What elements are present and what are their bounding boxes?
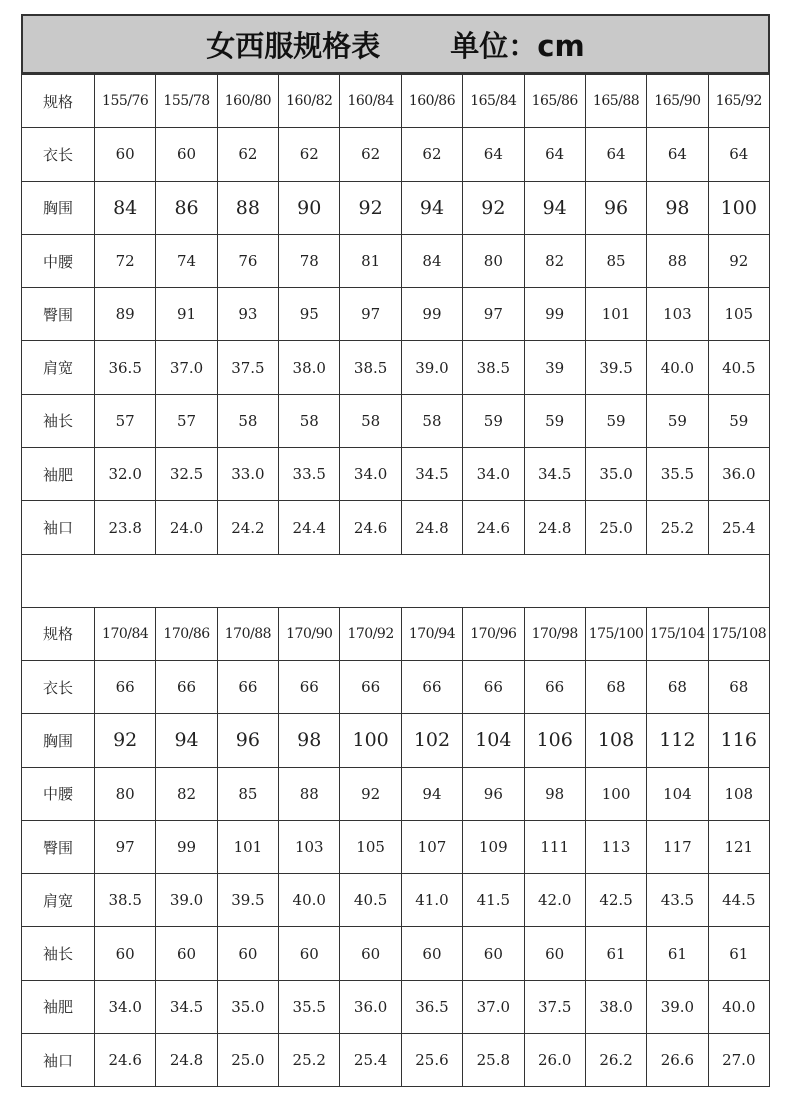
measurement-cell: 24.8 bbox=[401, 501, 462, 554]
measurement-cell: 39.5 bbox=[217, 874, 278, 927]
size-spec-cell: 155/76 bbox=[95, 75, 156, 128]
measurement-cell: 25.8 bbox=[463, 1034, 524, 1087]
measurement-cell: 84 bbox=[95, 181, 156, 234]
row-label: 规格 bbox=[22, 75, 95, 128]
size-spec-cell: 165/92 bbox=[708, 75, 769, 128]
measurement-cell: 92 bbox=[340, 181, 401, 234]
measurement-cell: 40.5 bbox=[340, 874, 401, 927]
measurement-cell: 38.5 bbox=[95, 874, 156, 927]
measurement-cell: 40.0 bbox=[279, 874, 340, 927]
measurement-cell: 39 bbox=[524, 341, 585, 394]
measurement-cell: 68 bbox=[647, 660, 708, 713]
measurement-cell: 36.5 bbox=[95, 341, 156, 394]
measurement-cell: 103 bbox=[279, 820, 340, 873]
measurement-cell: 35.0 bbox=[217, 980, 278, 1033]
measurement-cell: 25.0 bbox=[585, 501, 646, 554]
measurement-cell: 88 bbox=[279, 767, 340, 820]
size-spec-cell: 165/88 bbox=[585, 75, 646, 128]
size-spec-cell: 175/100 bbox=[585, 607, 646, 660]
measurement-cell: 66 bbox=[279, 660, 340, 713]
measurement-cell: 66 bbox=[95, 660, 156, 713]
measurement-cell: 66 bbox=[156, 660, 217, 713]
measurement-cell: 43.5 bbox=[647, 874, 708, 927]
measurement-cell: 92 bbox=[340, 767, 401, 820]
measurement-cell: 34.5 bbox=[156, 980, 217, 1033]
measurement-cell: 42.0 bbox=[524, 874, 585, 927]
measurement-cell: 84 bbox=[401, 234, 462, 287]
row-label: 肩宽 bbox=[22, 341, 95, 394]
measurement-cell: 85 bbox=[585, 234, 646, 287]
measurement-cell: 60 bbox=[156, 128, 217, 181]
measurement-cell: 98 bbox=[647, 181, 708, 234]
size-spec-cell: 160/82 bbox=[279, 75, 340, 128]
measurement-cell: 101 bbox=[217, 820, 278, 873]
measurement-cell: 24.8 bbox=[524, 501, 585, 554]
table-row bbox=[22, 767, 770, 820]
measurement-cell: 88 bbox=[217, 181, 278, 234]
measurement-cell: 58 bbox=[217, 394, 278, 447]
table-row bbox=[22, 927, 770, 980]
row-label: 规格 bbox=[22, 607, 95, 660]
measurement-cell: 90 bbox=[279, 181, 340, 234]
measurement-cell: 97 bbox=[95, 820, 156, 873]
table-spacer bbox=[21, 555, 770, 607]
measurement-cell: 39.0 bbox=[156, 874, 217, 927]
measurement-cell: 68 bbox=[708, 660, 769, 713]
table-row bbox=[22, 980, 770, 1033]
measurement-cell: 121 bbox=[708, 820, 769, 873]
size-spec-cell: 165/84 bbox=[463, 75, 524, 128]
measurement-cell: 35.5 bbox=[279, 980, 340, 1033]
measurement-cell: 62 bbox=[217, 128, 278, 181]
measurement-cell: 85 bbox=[217, 767, 278, 820]
measurement-cell: 34.0 bbox=[340, 448, 401, 501]
row-label: 袖口 bbox=[22, 1034, 95, 1087]
row-label: 衣长 bbox=[22, 128, 95, 181]
table-row bbox=[22, 128, 770, 181]
measurement-cell: 99 bbox=[156, 820, 217, 873]
size-spec-cell: 155/78 bbox=[156, 75, 217, 128]
measurement-cell: 68 bbox=[585, 660, 646, 713]
measurement-cell: 39.0 bbox=[647, 980, 708, 1033]
measurement-cell: 23.8 bbox=[95, 501, 156, 554]
size-spec-cell: 170/92 bbox=[340, 607, 401, 660]
measurement-cell: 102 bbox=[401, 714, 462, 767]
measurement-cell: 40.5 bbox=[708, 341, 769, 394]
measurement-cell: 92 bbox=[95, 714, 156, 767]
measurement-cell: 60 bbox=[524, 927, 585, 980]
measurement-cell: 38.0 bbox=[279, 341, 340, 394]
table-row bbox=[22, 607, 770, 660]
table-row bbox=[22, 660, 770, 713]
measurement-cell: 100 bbox=[585, 767, 646, 820]
table-row bbox=[22, 448, 770, 501]
size-spec-cell: 175/108 bbox=[708, 607, 769, 660]
measurement-cell: 59 bbox=[708, 394, 769, 447]
measurement-cell: 66 bbox=[524, 660, 585, 713]
measurement-cell: 26.2 bbox=[585, 1034, 646, 1087]
measurement-cell: 34.5 bbox=[524, 448, 585, 501]
measurement-cell: 62 bbox=[340, 128, 401, 181]
measurement-cell: 59 bbox=[647, 394, 708, 447]
measurement-cell: 41.0 bbox=[401, 874, 462, 927]
row-label: 袖肥 bbox=[22, 448, 95, 501]
measurement-cell: 37.0 bbox=[156, 341, 217, 394]
measurement-cell: 24.6 bbox=[463, 501, 524, 554]
size-spec-cell: 170/98 bbox=[524, 607, 585, 660]
size-chart-sheet bbox=[21, 14, 770, 1087]
measurement-cell: 92 bbox=[708, 234, 769, 287]
size-spec-cell: 160/86 bbox=[401, 75, 462, 128]
measurement-cell: 78 bbox=[279, 234, 340, 287]
measurement-cell: 36.0 bbox=[708, 448, 769, 501]
measurement-cell: 24.4 bbox=[279, 501, 340, 554]
row-label: 中腰 bbox=[22, 767, 95, 820]
measurement-cell: 57 bbox=[95, 394, 156, 447]
measurement-cell: 25.4 bbox=[340, 1034, 401, 1087]
size-spec-cell: 170/86 bbox=[156, 607, 217, 660]
measurement-cell: 80 bbox=[463, 234, 524, 287]
measurement-cell: 59 bbox=[463, 394, 524, 447]
size-spec-cell: 170/94 bbox=[401, 607, 462, 660]
measurement-cell: 64 bbox=[463, 128, 524, 181]
row-label: 袖口 bbox=[22, 501, 95, 554]
measurement-cell: 57 bbox=[156, 394, 217, 447]
measurement-cell: 33.5 bbox=[279, 448, 340, 501]
row-label: 袖长 bbox=[22, 394, 95, 447]
measurement-cell: 112 bbox=[647, 714, 708, 767]
measurement-cell: 34.5 bbox=[401, 448, 462, 501]
measurement-cell: 39.0 bbox=[401, 341, 462, 394]
row-label: 袖长 bbox=[22, 927, 95, 980]
table-row bbox=[22, 341, 770, 394]
measurement-cell: 44.5 bbox=[708, 874, 769, 927]
table-row bbox=[22, 714, 770, 767]
measurement-cell: 60 bbox=[279, 927, 340, 980]
measurement-cell: 60 bbox=[95, 128, 156, 181]
row-label: 袖肥 bbox=[22, 980, 95, 1033]
measurement-cell: 108 bbox=[708, 767, 769, 820]
measurement-cell: 64 bbox=[524, 128, 585, 181]
measurement-cell: 96 bbox=[217, 714, 278, 767]
measurement-cell: 60 bbox=[463, 927, 524, 980]
measurement-cell: 25.2 bbox=[279, 1034, 340, 1087]
measurement-cell: 109 bbox=[463, 820, 524, 873]
title-bar bbox=[21, 14, 770, 74]
measurement-cell: 97 bbox=[340, 288, 401, 341]
measurement-cell: 82 bbox=[156, 767, 217, 820]
size-spec-cell: 170/90 bbox=[279, 607, 340, 660]
measurement-cell: 86 bbox=[156, 181, 217, 234]
measurement-cell: 94 bbox=[156, 714, 217, 767]
measurement-cell: 61 bbox=[585, 927, 646, 980]
size-spec-cell: 165/86 bbox=[524, 75, 585, 128]
measurement-cell: 104 bbox=[463, 714, 524, 767]
measurement-cell: 80 bbox=[95, 767, 156, 820]
size-table-2 bbox=[21, 607, 770, 1088]
measurement-cell: 24.2 bbox=[217, 501, 278, 554]
table-row bbox=[22, 394, 770, 447]
measurement-cell: 40.0 bbox=[647, 341, 708, 394]
table-row bbox=[22, 874, 770, 927]
measurement-cell: 60 bbox=[95, 927, 156, 980]
measurement-cell: 24.6 bbox=[95, 1034, 156, 1087]
table-row bbox=[22, 820, 770, 873]
row-label: 衣长 bbox=[22, 660, 95, 713]
table-row bbox=[22, 288, 770, 341]
measurement-cell: 38.0 bbox=[585, 980, 646, 1033]
measurement-cell: 41.5 bbox=[463, 874, 524, 927]
measurement-cell: 35.0 bbox=[585, 448, 646, 501]
row-label: 中腰 bbox=[22, 234, 95, 287]
measurement-cell: 104 bbox=[647, 767, 708, 820]
measurement-cell: 94 bbox=[524, 181, 585, 234]
measurement-cell: 66 bbox=[217, 660, 278, 713]
row-label: 肩宽 bbox=[22, 874, 95, 927]
measurement-cell: 66 bbox=[340, 660, 401, 713]
size-spec-cell: 170/88 bbox=[217, 607, 278, 660]
row-label: 臀围 bbox=[22, 820, 95, 873]
measurement-cell: 100 bbox=[340, 714, 401, 767]
measurement-cell: 105 bbox=[708, 288, 769, 341]
measurement-cell: 38.5 bbox=[340, 341, 401, 394]
unit-label: 单位：cm bbox=[450, 28, 585, 63]
measurement-cell: 111 bbox=[524, 820, 585, 873]
measurement-cell: 81 bbox=[340, 234, 401, 287]
measurement-cell: 98 bbox=[279, 714, 340, 767]
measurement-cell: 58 bbox=[279, 394, 340, 447]
measurement-cell: 64 bbox=[647, 128, 708, 181]
measurement-cell: 94 bbox=[401, 767, 462, 820]
measurement-cell: 105 bbox=[340, 820, 401, 873]
size-spec-cell: 170/84 bbox=[95, 607, 156, 660]
measurement-cell: 92 bbox=[463, 181, 524, 234]
table-row bbox=[22, 75, 770, 128]
measurement-cell: 113 bbox=[585, 820, 646, 873]
measurement-cell: 82 bbox=[524, 234, 585, 287]
measurement-cell: 27.0 bbox=[708, 1034, 769, 1087]
measurement-cell: 107 bbox=[401, 820, 462, 873]
measurement-cell: 98 bbox=[524, 767, 585, 820]
measurement-cell: 117 bbox=[647, 820, 708, 873]
size-spec-cell: 160/84 bbox=[340, 75, 401, 128]
chart-title: 女西服规格表 bbox=[206, 28, 381, 63]
measurement-cell: 39.5 bbox=[585, 341, 646, 394]
size-spec-cell: 175/104 bbox=[647, 607, 708, 660]
measurement-cell: 25.2 bbox=[647, 501, 708, 554]
measurement-cell: 103 bbox=[647, 288, 708, 341]
measurement-cell: 96 bbox=[585, 181, 646, 234]
measurement-cell: 26.6 bbox=[647, 1034, 708, 1087]
measurement-cell: 37.0 bbox=[463, 980, 524, 1033]
measurement-cell: 36.5 bbox=[401, 980, 462, 1033]
table-row bbox=[22, 234, 770, 287]
measurement-cell: 40.0 bbox=[708, 980, 769, 1033]
measurement-cell: 60 bbox=[156, 927, 217, 980]
size-spec-cell: 170/96 bbox=[463, 607, 524, 660]
measurement-cell: 25.4 bbox=[708, 501, 769, 554]
measurement-cell: 59 bbox=[585, 394, 646, 447]
table-row bbox=[22, 501, 770, 554]
measurement-cell: 36.0 bbox=[340, 980, 401, 1033]
measurement-cell: 33.0 bbox=[217, 448, 278, 501]
measurement-cell: 72 bbox=[95, 234, 156, 287]
measurement-cell: 62 bbox=[401, 128, 462, 181]
row-label: 胸围 bbox=[22, 181, 95, 234]
measurement-cell: 32.0 bbox=[95, 448, 156, 501]
measurement-cell: 100 bbox=[708, 181, 769, 234]
measurement-cell: 106 bbox=[524, 714, 585, 767]
measurement-cell: 76 bbox=[217, 234, 278, 287]
measurement-cell: 25.6 bbox=[401, 1034, 462, 1087]
measurement-cell: 38.5 bbox=[463, 341, 524, 394]
row-label: 胸围 bbox=[22, 714, 95, 767]
measurement-cell: 89 bbox=[95, 288, 156, 341]
measurement-cell: 74 bbox=[156, 234, 217, 287]
measurement-cell: 24.0 bbox=[156, 501, 217, 554]
measurement-cell: 88 bbox=[647, 234, 708, 287]
size-spec-cell: 160/80 bbox=[217, 75, 278, 128]
measurement-cell: 91 bbox=[156, 288, 217, 341]
measurement-cell: 108 bbox=[585, 714, 646, 767]
measurement-cell: 58 bbox=[401, 394, 462, 447]
measurement-cell: 101 bbox=[585, 288, 646, 341]
measurement-cell: 99 bbox=[401, 288, 462, 341]
measurement-cell: 95 bbox=[279, 288, 340, 341]
measurement-cell: 93 bbox=[217, 288, 278, 341]
measurement-cell: 62 bbox=[279, 128, 340, 181]
table-row bbox=[22, 181, 770, 234]
size-spec-cell: 165/90 bbox=[647, 75, 708, 128]
measurement-cell: 60 bbox=[217, 927, 278, 980]
measurement-cell: 64 bbox=[585, 128, 646, 181]
measurement-cell: 66 bbox=[401, 660, 462, 713]
measurement-cell: 34.0 bbox=[463, 448, 524, 501]
measurement-cell: 94 bbox=[401, 181, 462, 234]
size-table-1 bbox=[21, 74, 770, 555]
measurement-cell: 25.0 bbox=[217, 1034, 278, 1087]
table-row bbox=[22, 1034, 770, 1087]
measurement-cell: 99 bbox=[524, 288, 585, 341]
measurement-cell: 116 bbox=[708, 714, 769, 767]
measurement-cell: 61 bbox=[708, 927, 769, 980]
measurement-cell: 26.0 bbox=[524, 1034, 585, 1087]
measurement-cell: 34.0 bbox=[95, 980, 156, 1033]
measurement-cell: 24.8 bbox=[156, 1034, 217, 1087]
measurement-cell: 96 bbox=[463, 767, 524, 820]
measurement-cell: 64 bbox=[708, 128, 769, 181]
measurement-cell: 60 bbox=[401, 927, 462, 980]
measurement-cell: 66 bbox=[463, 660, 524, 713]
measurement-cell: 97 bbox=[463, 288, 524, 341]
measurement-cell: 24.6 bbox=[340, 501, 401, 554]
row-label: 臀围 bbox=[22, 288, 95, 341]
measurement-cell: 60 bbox=[340, 927, 401, 980]
measurement-cell: 32.5 bbox=[156, 448, 217, 501]
measurement-cell: 37.5 bbox=[217, 341, 278, 394]
measurement-cell: 35.5 bbox=[647, 448, 708, 501]
measurement-cell: 42.5 bbox=[585, 874, 646, 927]
measurement-cell: 61 bbox=[647, 927, 708, 980]
measurement-cell: 59 bbox=[524, 394, 585, 447]
measurement-cell: 58 bbox=[340, 394, 401, 447]
measurement-cell: 37.5 bbox=[524, 980, 585, 1033]
